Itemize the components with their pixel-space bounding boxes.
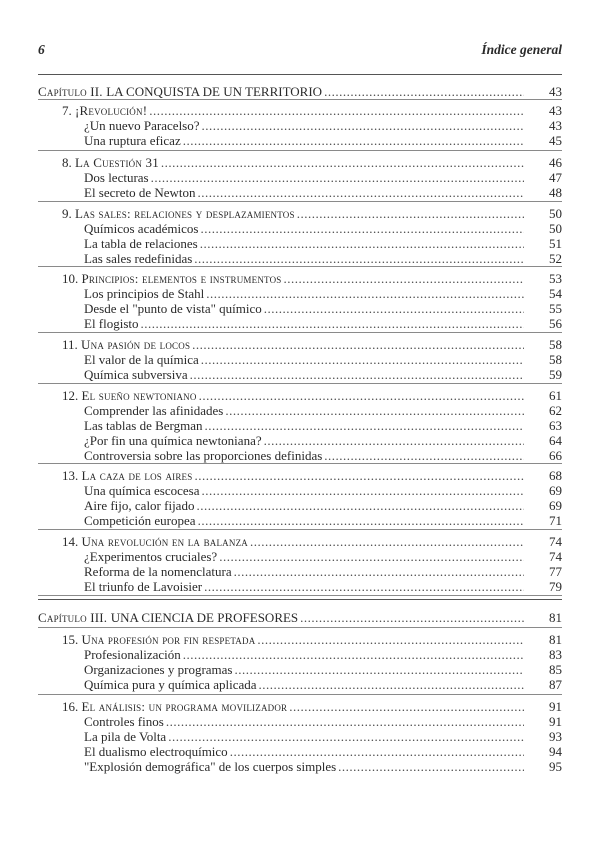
section-entry[interactable]: 10. Principios: elementos e instrumentos ..... 53 bbox=[62, 271, 562, 286]
subsection-title: Las tablas de Bergman bbox=[84, 418, 203, 433]
page-ref: 68 bbox=[549, 468, 562, 483]
section-entry[interactable]: 15. Una profesión por fin respetada ..... 81 bbox=[62, 632, 562, 647]
subsection-entry[interactable] bbox=[84, 729, 562, 744]
page-ref: 95 bbox=[549, 759, 562, 774]
page-header bbox=[38, 42, 562, 60]
subsection-title: El valor de la química bbox=[84, 352, 199, 367]
subsection-title: Una ruptura eficaz bbox=[84, 133, 181, 148]
subsection-entry[interactable] bbox=[84, 133, 562, 148]
page-ref: 56 bbox=[549, 316, 562, 331]
subsection-entry[interactable] bbox=[84, 549, 562, 564]
divider bbox=[38, 627, 562, 628]
page-ref: 50 bbox=[549, 221, 562, 236]
subsection-title: El dualismo electroquímico bbox=[84, 744, 228, 759]
page-ref: 61 bbox=[549, 388, 562, 403]
page-ref: 50 bbox=[549, 206, 562, 221]
divider bbox=[38, 383, 562, 384]
divider bbox=[38, 529, 562, 530]
subsection-title: Química pura y química aplicada bbox=[84, 677, 257, 692]
page-ref: 43 bbox=[549, 118, 562, 133]
subsection-entry[interactable] bbox=[84, 170, 562, 185]
page-ref: 66 bbox=[549, 448, 562, 463]
page-ref: 77 bbox=[549, 564, 562, 579]
page-ref: 69 bbox=[549, 483, 562, 498]
page-ref: 74 bbox=[549, 534, 562, 549]
subsection-title: El triunfo de Lavoisier bbox=[84, 579, 203, 594]
section-title: La Cuestión 31 bbox=[75, 155, 159, 170]
subsection-title: Controversia sobre las proporciones definidas bbox=[84, 448, 323, 463]
subsection-entry[interactable] bbox=[84, 367, 562, 382]
page-ref: 85 bbox=[549, 662, 562, 677]
page-ref: 52 bbox=[549, 251, 562, 266]
section-title: Una pasión de locos bbox=[81, 337, 191, 352]
page-ref: 62 bbox=[549, 403, 562, 418]
divider bbox=[38, 599, 562, 600]
page-ref: 81 bbox=[549, 632, 562, 647]
page-ref: 69 bbox=[549, 498, 562, 513]
subsection-entry[interactable] bbox=[84, 677, 562, 692]
subsection-entry[interactable] bbox=[84, 579, 562, 594]
section-entry[interactable]: 14. Una revolución en la balanza ..... 74 bbox=[62, 534, 562, 549]
page-ref: 59 bbox=[549, 367, 562, 382]
subsection-entry[interactable] bbox=[84, 647, 562, 662]
chapter-entry[interactable]: Capítulo II. LA CONQUISTA DE UN TERRITORIO ..... 43 bbox=[38, 84, 562, 99]
section-title: ¡Revolución! bbox=[75, 103, 148, 118]
subsection-title: Química subversiva bbox=[84, 367, 188, 382]
subsection-entry[interactable] bbox=[84, 251, 562, 266]
section-title: El análisis: un programa movilizador bbox=[81, 699, 288, 714]
page-number: 6 bbox=[38, 42, 45, 57]
page-ref: 93 bbox=[549, 729, 562, 744]
section-title: Una profesión por fin respetada bbox=[81, 632, 256, 647]
page-ref: 58 bbox=[549, 352, 562, 367]
subsection-title: Los principios de Stahl bbox=[84, 286, 205, 301]
subsection-entry[interactable] bbox=[84, 513, 562, 528]
page-ref: 58 bbox=[549, 337, 562, 352]
divider bbox=[38, 266, 562, 267]
subsection-title: Químicos académicos bbox=[84, 221, 199, 236]
page-ref: 64 bbox=[549, 433, 562, 448]
page-ref: 45 bbox=[549, 133, 562, 148]
divider bbox=[38, 463, 562, 464]
subsection-entry[interactable] bbox=[84, 498, 562, 513]
subsection-title: ¿Por fin una química newtoniana? bbox=[84, 433, 262, 448]
subsection-entry[interactable] bbox=[84, 221, 562, 236]
page-ref: 46 bbox=[549, 155, 562, 170]
page-ref: 91 bbox=[549, 699, 562, 714]
subsection-entry[interactable] bbox=[84, 418, 562, 433]
section-entry[interactable]: 7. ¡Revolución! ..... 43 bbox=[62, 103, 562, 118]
subsection-entry[interactable] bbox=[84, 352, 562, 367]
subsection-title: Reforma de la nomenclatura bbox=[84, 564, 232, 579]
page-ref: 53 bbox=[549, 271, 562, 286]
page-ref: 87 bbox=[549, 677, 562, 692]
divider bbox=[38, 74, 562, 75]
subsection-entry[interactable] bbox=[84, 448, 562, 463]
subsection-title: Las sales redefinidas bbox=[84, 251, 193, 266]
section-entry[interactable]: 16. El análisis: un programa movilizador ..... 91 bbox=[62, 699, 562, 714]
page-ref: 48 bbox=[549, 185, 562, 200]
subsection-title: Comprender las afinidades bbox=[84, 403, 224, 418]
subsection-entry[interactable] bbox=[84, 286, 562, 301]
subsection-title: Organizaciones y programas bbox=[84, 662, 233, 677]
subsection-title: El flogisto bbox=[84, 316, 139, 331]
subsection-entry[interactable] bbox=[84, 483, 562, 498]
subsection-title: Controles finos bbox=[84, 714, 164, 729]
page-ref: 55 bbox=[549, 301, 562, 316]
subsection-entry[interactable] bbox=[84, 759, 562, 774]
page-ref: 51 bbox=[549, 236, 562, 251]
divider bbox=[38, 150, 562, 151]
page-ref: 71 bbox=[549, 513, 562, 528]
subsection-entry[interactable] bbox=[84, 236, 562, 251]
subsection-entry[interactable] bbox=[84, 564, 562, 579]
section-entry[interactable]: 12. El sueño newtoniano ..... 61 bbox=[62, 388, 562, 403]
subsection-entry[interactable] bbox=[84, 403, 562, 418]
section-entry[interactable]: 9. Las sales: relaciones y desplazamientos ..... 50 bbox=[62, 206, 562, 221]
page-ref: 83 bbox=[549, 647, 562, 662]
section-entry[interactable]: 13. La caza de los aires ..... 68 bbox=[62, 468, 562, 483]
divider bbox=[38, 694, 562, 695]
subsection-title: El secreto de Newton bbox=[84, 185, 196, 200]
page-ref: 43 bbox=[549, 84, 562, 99]
subsection-entry[interactable] bbox=[84, 185, 562, 200]
subsection-entry[interactable] bbox=[84, 118, 562, 133]
section-title: El sueño newtoniano bbox=[81, 388, 197, 403]
section-title: Principios: elementos e instrumentos bbox=[81, 271, 282, 286]
subsection-title: Dos lecturas bbox=[84, 170, 149, 185]
section-entry[interactable]: 8. La Cuestión 31 ..... 46 bbox=[62, 155, 562, 170]
subsection-title: Profesionalización bbox=[84, 647, 181, 662]
section-title: La caza de los aires bbox=[81, 468, 193, 483]
subsection-title: Una química escocesa bbox=[84, 483, 200, 498]
subsection-title: ¿Experimentos cruciales? bbox=[84, 549, 218, 564]
page-ref: 63 bbox=[549, 418, 562, 433]
chapter-title: LA CONQUISTA DE UN TERRITORIO bbox=[106, 84, 323, 99]
chapter-title: UNA CIENCIA DE PROFESORES bbox=[110, 610, 299, 625]
page-ref: 91 bbox=[549, 714, 562, 729]
page-ref: 74 bbox=[549, 549, 562, 564]
subsection-entry[interactable] bbox=[84, 744, 562, 759]
subsection-title: La pila de Volta bbox=[84, 729, 167, 744]
subsection-title: Desde el "punto de vista" químico bbox=[84, 301, 262, 316]
chapter-entry[interactable]: Capítulo III. UNA CIENCIA DE PROFESORES ..... 81 bbox=[38, 610, 562, 625]
divider bbox=[38, 201, 562, 202]
page-ref: 54 bbox=[549, 286, 562, 301]
subsection-title: ¿Un nuevo Paracelso? bbox=[84, 118, 200, 133]
subsection-entry[interactable] bbox=[84, 433, 562, 448]
subsection-title: Competición europea bbox=[84, 513, 196, 528]
subsection-entry[interactable] bbox=[84, 714, 562, 729]
divider bbox=[38, 99, 562, 100]
divider bbox=[38, 595, 562, 596]
running-title: Índice general bbox=[481, 42, 562, 57]
page-ref: 81 bbox=[549, 610, 562, 625]
page-ref: 79 bbox=[549, 579, 562, 594]
page-ref: 43 bbox=[549, 103, 562, 118]
subsection-title: La tabla de relaciones bbox=[84, 236, 198, 251]
section-entry[interactable]: 11. Una pasión de locos ..... 58 bbox=[62, 337, 562, 352]
subsection-title: Aire fijo, calor fijado bbox=[84, 498, 195, 513]
section-title: Una revolución en la balanza bbox=[81, 534, 248, 549]
divider bbox=[38, 332, 562, 333]
subsection-title: "Explosión demográfica" de los cuerpos simples bbox=[84, 759, 337, 774]
section-title: Las sales: relaciones y desplazamientos bbox=[75, 206, 295, 221]
subsection-entry[interactable] bbox=[84, 316, 562, 331]
subsection-entry[interactable] bbox=[84, 301, 562, 316]
subsection-entry[interactable] bbox=[84, 662, 562, 677]
page-ref: 47 bbox=[549, 170, 562, 185]
page-ref: 94 bbox=[549, 744, 562, 759]
